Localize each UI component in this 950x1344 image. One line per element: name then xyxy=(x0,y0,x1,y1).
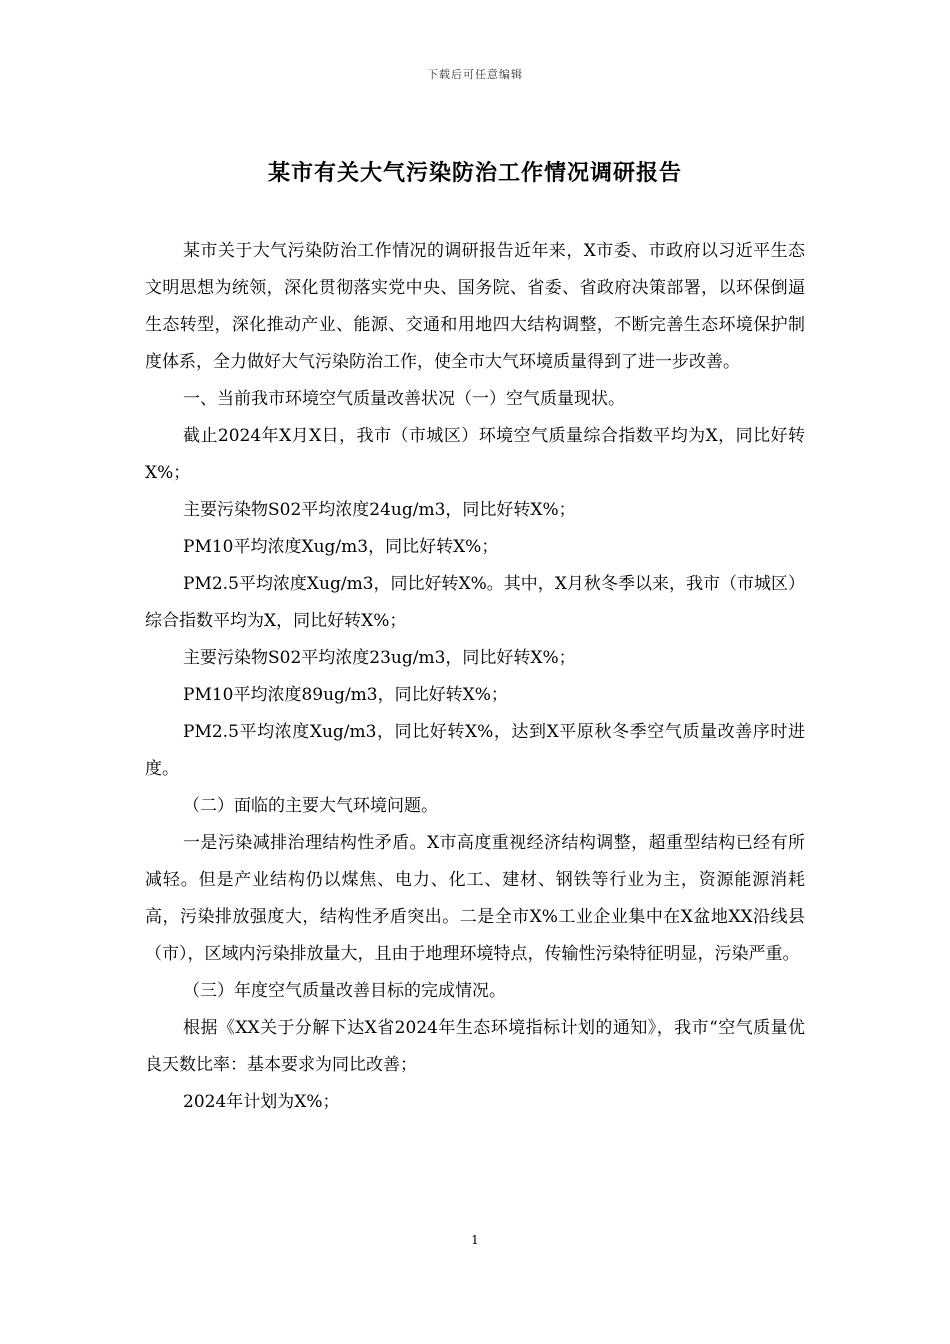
page-header-note: 下载后可任意编辑 xyxy=(427,68,523,81)
paragraph: PM2.5平均浓度Xug/m3，同比好转X%，达到X平原秋冬季空气质量改善序时进度。 xyxy=(145,722,805,779)
paragraph: 主要污染物S02平均浓度24ug/m3，同比好转X%； xyxy=(183,500,576,520)
paragraph: 一是污染减排治理结构性矛盾。X市高度重视经济结构调整，超重型结构已经有所减轻。但是产业结构仍以煤焦、电力、化工、建材、钢铁等行业为主，资源能源消耗高，污染排放强度大，结构性矛盾突出。二是全市X%工业企业集中在X盆地XX沿线县（市），区域内污染排放量大，且由于地理环境特点，传输性污染特征明显，污染严重。 xyxy=(145,833,805,964)
document-title: 某市有关大气污染防治工作情况调研报告 xyxy=(267,160,682,186)
paragraph-intro: 某市关于大气污染防治工作情况的调研报告近年来，X市委、市政府以习近平生态文明思想为统领，深化贯彻落实党中央、国务院、省委、省政府决策部署，以环保倒逼生态转型，深化推动产业、能源、交通和用地四大结构调整，不断完善生态环境保护制度体系，全力做好大气污染防治工作，使全市大气环境质量得到了进一步改善。 xyxy=(145,241,805,372)
section-heading-1: 一、当前我市环境空气质量改善状况（一）空气质量现状。 xyxy=(183,389,625,409)
section-heading-2: （二）面临的主要大气环境问题。 xyxy=(183,796,438,816)
paragraph: PM10平均浓度89ug/m3，同比好转X%； xyxy=(183,685,508,705)
paragraph: 根据《XX关于分解下达X省2024年生态环境指标计划的通知》，我市“空气质量优良天数比率：基本要求为同比改善； xyxy=(145,1018,805,1075)
paragraph: 2024年计划为X%； xyxy=(183,1092,340,1112)
paragraph: PM2.5平均浓度Xug/m3，同比好转X%。其中，X月秋冬季以来，我市（市城区）综合指数平均为X，同比好转X%； xyxy=(145,574,805,631)
document-body xyxy=(145,233,805,1121)
section-heading-3: （三）年度空气质量改善目标的完成情况。 xyxy=(183,981,506,1001)
paragraph: 截止2024年X月X日，我市（市城区）环境空气质量综合指数平均为X，同比好转X%； xyxy=(145,426,805,483)
page-number: 1 xyxy=(471,1233,479,1247)
paragraph: PM10平均浓度Xug/m3，同比好转X%； xyxy=(183,537,499,557)
paragraph: 主要污染物S02平均浓度23ug/m3，同比好转X%； xyxy=(183,648,576,668)
